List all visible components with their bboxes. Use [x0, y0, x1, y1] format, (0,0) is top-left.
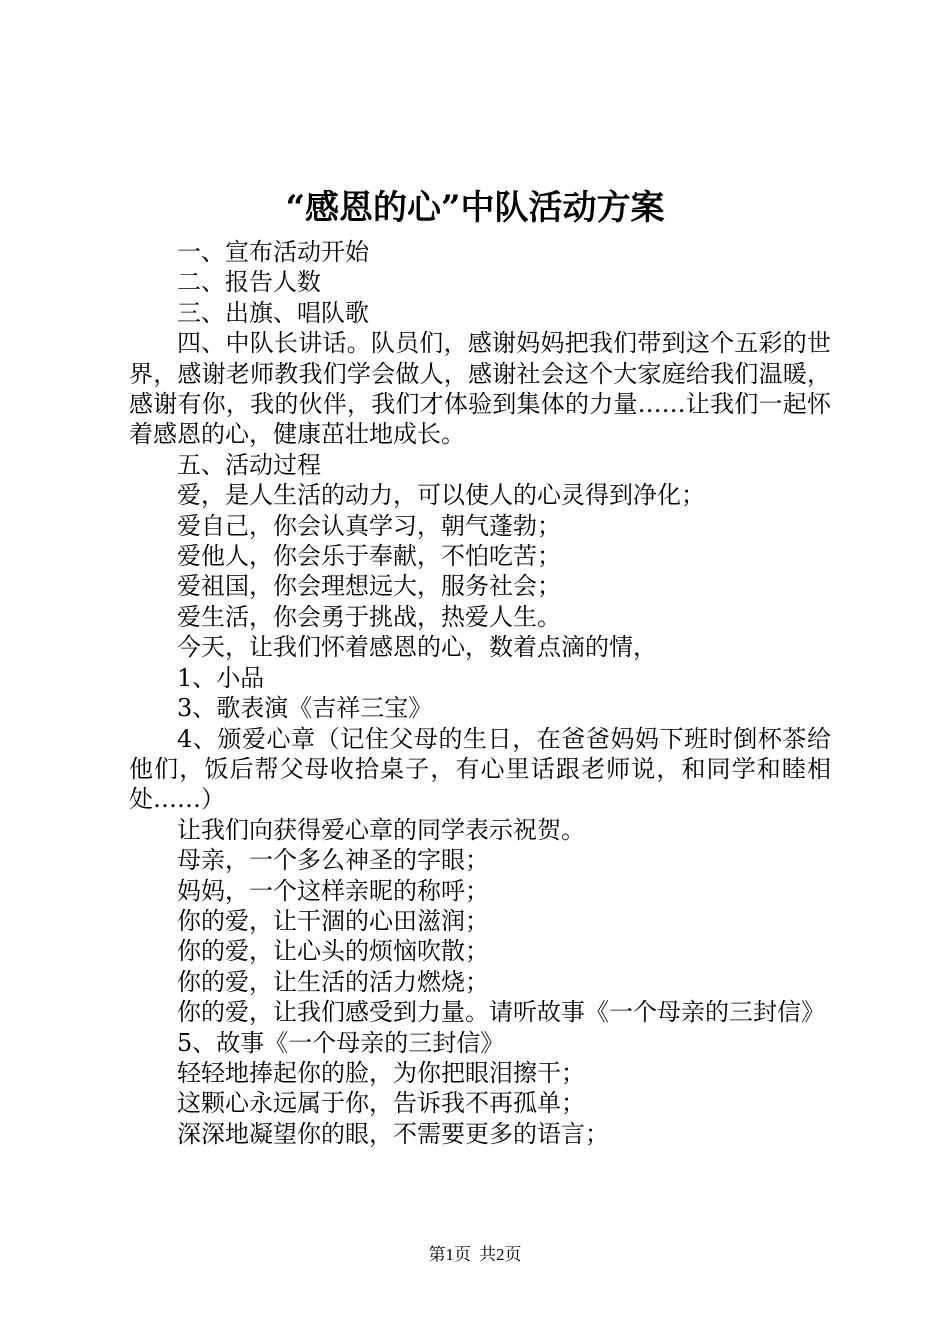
paragraph: 母亲，一个多么神圣的字眼； — [177, 846, 489, 875]
paragraph: 深深地凝望你的眼，不需要更多的语言； — [177, 1119, 609, 1148]
paragraph: 4、颁爱心章（记住父母的生日，在爸爸妈妈下班时倒杯茶给他们，饭后帮父母收拾桌子，有心里话跟老师说，和同学和睦相处……） — [129, 724, 831, 814]
paragraph: 1、小品 — [177, 663, 265, 692]
paragraph: 爱他人，你会乐于奉献，不怕吃苦； — [177, 542, 561, 571]
paragraph: 二、报告人数 — [177, 268, 321, 297]
paragraph: 四、中队长讲话。队员们，感谢妈妈把我们带到这个五彩的世界，感谢老师教我们学会做人，感谢社会这个大家庭给我们温暖，感谢有你，我的伙伴，我们才体验到集体的力量……让我们一起怀着感恩的心，健康茁壮地成长。 — [129, 329, 831, 449]
paragraph: 让我们向获得爱心章的同学表示祝贺。 — [177, 815, 585, 844]
paragraph: 这颗心永远属于你，告诉我不再孤单； — [177, 1089, 585, 1118]
paragraph: 爱自己，你会认真学习，朝气蓬勃； — [177, 511, 561, 540]
paragraph: 爱，是人生活的动力，可以使人的心灵得到净化； — [177, 481, 705, 510]
paragraph: 妈妈，一个这样亲昵的称呼； — [177, 876, 489, 905]
page-total: 共2页 — [479, 1245, 522, 1264]
paragraph: 你的爱，让干涸的心田滋润； — [177, 906, 489, 935]
paragraph: 爱祖国，你会理想远大，服务社会； — [177, 572, 561, 601]
page-footer — [0, 1244, 950, 1266]
paragraph: 今天，让我们怀着感恩的心，数着点滴的情， — [177, 633, 657, 662]
paragraph: 3、歌表演《吉祥三宝》 — [177, 694, 433, 723]
paragraph: 你的爱，让生活的活力燃烧； — [177, 967, 489, 996]
document-body — [129, 237, 831, 1149]
paragraph: 5、故事《一个母亲的三封信》 — [177, 1028, 505, 1057]
paragraph: 你的爱，让心头的烦恼吹散； — [177, 937, 489, 966]
page-number: 第1页 — [428, 1245, 471, 1264]
document-title: “感恩的心”中队活动方案 — [285, 188, 665, 228]
paragraph: 一、宣布活动开始 — [177, 238, 369, 266]
paragraph: 轻轻地捧起你的脸，为你把眼泪擦干； — [177, 1058, 585, 1087]
paragraph: 五、活动过程 — [177, 450, 321, 479]
paragraph: 三、出旗、唱队歌 — [177, 298, 369, 327]
paragraph: 你的爱，让我们感受到力量。请听故事《一个母亲的三封信》 — [177, 998, 825, 1027]
paragraph: 爱生活，你会勇于挑战，热爱人生。 — [177, 602, 561, 631]
